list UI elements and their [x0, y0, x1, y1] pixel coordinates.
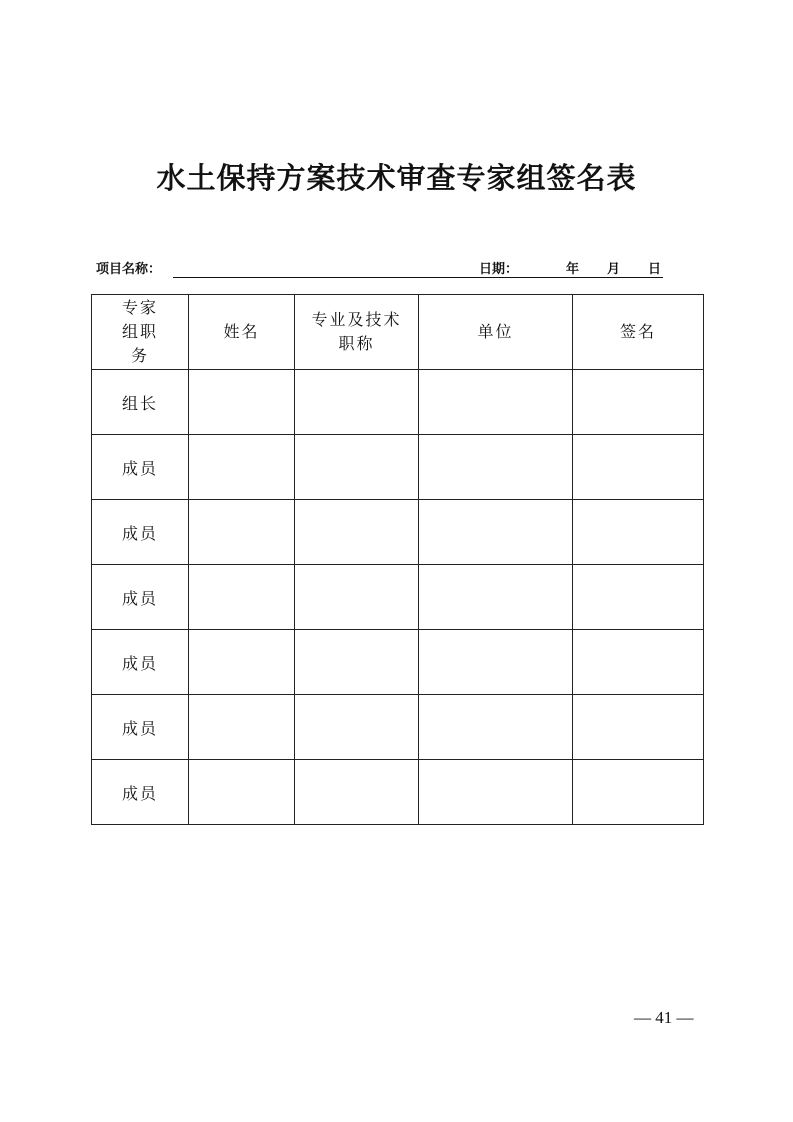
- column-header-title: [295, 295, 419, 370]
- unit-cell[interactable]: [419, 435, 573, 500]
- title-cell[interactable]: [295, 435, 419, 500]
- name-cell[interactable]: [189, 760, 295, 825]
- column-header-unit: [419, 295, 573, 370]
- role-cell: 成员: [92, 760, 189, 825]
- title-cell[interactable]: [295, 500, 419, 565]
- column-header-signature: [573, 295, 704, 370]
- title-cell[interactable]: [295, 565, 419, 630]
- title-cell[interactable]: [295, 630, 419, 695]
- title-cell[interactable]: [295, 695, 419, 760]
- table-header-row: [92, 295, 704, 370]
- signature-cell[interactable]: [573, 630, 704, 695]
- table-row: [92, 630, 704, 695]
- table-row: [92, 695, 704, 760]
- title-cell[interactable]: [295, 370, 419, 435]
- date-year-label: 年: [566, 262, 580, 277]
- date-day-label: 日: [648, 262, 662, 277]
- table-row: [92, 760, 704, 825]
- column-header-role: [92, 295, 189, 370]
- signature-cell[interactable]: [573, 565, 704, 630]
- name-cell[interactable]: [189, 500, 295, 565]
- title-cell[interactable]: [295, 760, 419, 825]
- document-title: 水土保持方案技术审查专家组签名表: [156, 161, 637, 195]
- name-cell[interactable]: [189, 565, 295, 630]
- column-header-signature-text: 签名: [619, 322, 656, 341]
- date-label: 日期：: [479, 262, 519, 277]
- table-row: [92, 500, 704, 565]
- table-row: [92, 370, 704, 435]
- project-name-label: 项目名称：: [96, 262, 162, 277]
- name-cell[interactable]: [189, 630, 295, 695]
- table-row: [92, 435, 704, 500]
- role-cell: 成员: [92, 565, 189, 630]
- role-cell: 成员: [92, 500, 189, 565]
- form-meta-row: [96, 259, 676, 281]
- signature-table: [91, 294, 704, 825]
- column-header-role-text: 专家组职务: [121, 298, 158, 365]
- signature-cell[interactable]: [573, 500, 704, 565]
- unit-cell[interactable]: [419, 760, 573, 825]
- table-row: [92, 565, 704, 630]
- signature-cell[interactable]: [573, 695, 704, 760]
- column-header-unit-text: 单位: [477, 322, 514, 341]
- column-header-name: [189, 295, 295, 370]
- unit-cell[interactable]: [419, 370, 573, 435]
- signature-cell[interactable]: [573, 370, 704, 435]
- name-cell[interactable]: [189, 370, 295, 435]
- date-field[interactable]: [525, 277, 663, 278]
- role-cell: 成员: [92, 435, 189, 500]
- role-cell: 组长: [92, 370, 189, 435]
- signature-cell[interactable]: [573, 760, 704, 825]
- role-cell: 成员: [92, 630, 189, 695]
- page-number: — 41 —: [634, 1008, 694, 1027]
- name-cell[interactable]: [189, 435, 295, 500]
- date-month-label: 月: [607, 262, 621, 277]
- unit-cell[interactable]: [419, 695, 573, 760]
- unit-cell[interactable]: [419, 500, 573, 565]
- role-cell: 成员: [92, 695, 189, 760]
- column-header-title-text: 专业及技术职称: [311, 310, 402, 353]
- column-header-name-text: 姓名: [223, 322, 260, 341]
- signature-cell[interactable]: [573, 435, 704, 500]
- name-cell[interactable]: [189, 695, 295, 760]
- unit-cell[interactable]: [419, 630, 573, 695]
- unit-cell[interactable]: [419, 565, 573, 630]
